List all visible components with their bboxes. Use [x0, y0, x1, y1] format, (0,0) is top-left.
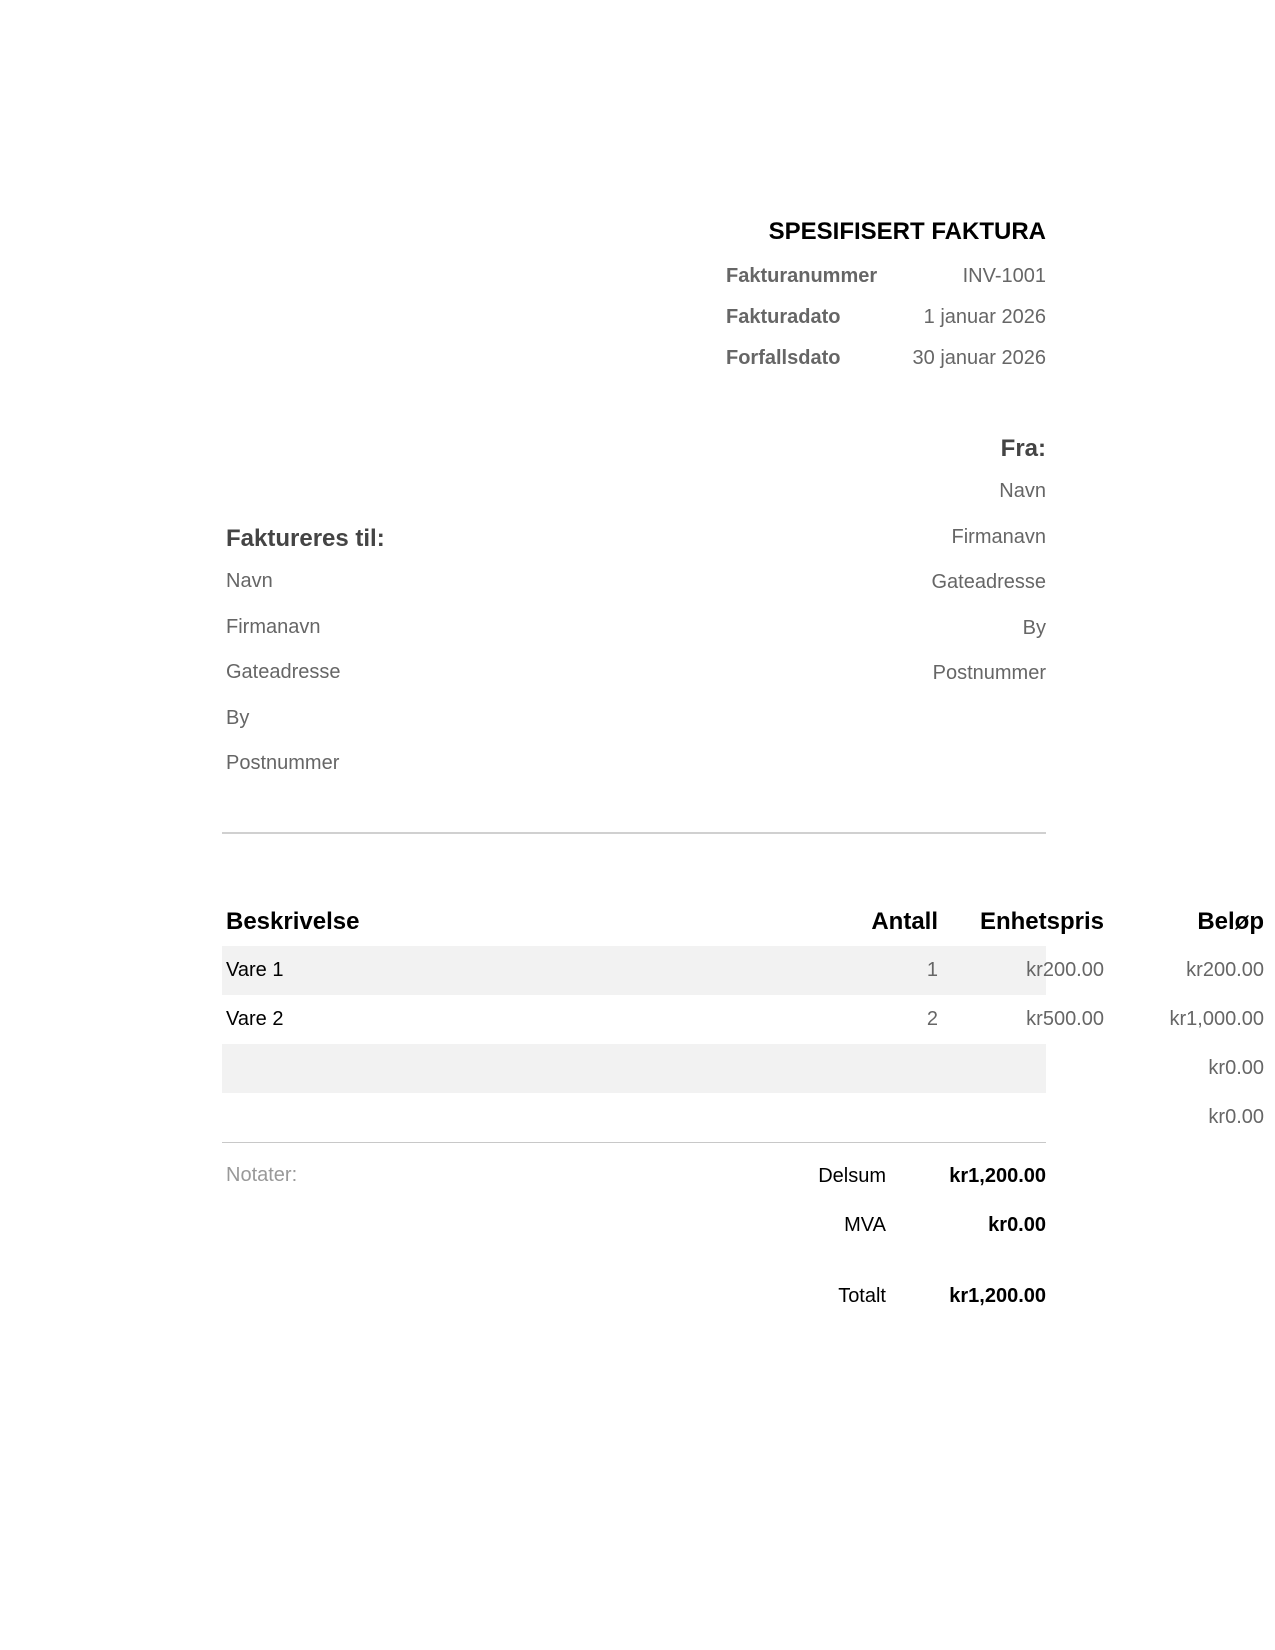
row-unit-price: kr500.00 [1026, 1008, 1104, 1030]
bill-to-heading: Faktureres til: [226, 525, 385, 552]
from-street: Gateadresse [931, 571, 1046, 593]
row-quantity: 1 [926, 959, 938, 981]
from-name: Navn [999, 480, 1046, 502]
column-header-unit-price: Enhetspris [979, 907, 1104, 935]
row-amount: kr0.00 [1208, 1106, 1264, 1128]
column-header-quantity: Antall [871, 907, 938, 935]
bill-to-company: Firmanavn [226, 615, 321, 638]
from-postal-code: Postnummer [932, 662, 1046, 684]
row-quantity: 2 [926, 1008, 938, 1030]
from-address [646, 435, 1046, 707]
grand-total-row [646, 1284, 1046, 1333]
meta-value: 1 januar 2026 [923, 306, 1046, 328]
column-header-amount: Beløp [1197, 907, 1264, 935]
meta-row-invoice-date [726, 305, 1046, 346]
row-unit-price: kr200.00 [1026, 959, 1104, 981]
invoice-title: SPESIFISERT FAKTURA [768, 218, 1046, 245]
totals-block [646, 1164, 1046, 1333]
table-row [222, 995, 1264, 1044]
items-table [222, 897, 1264, 1143]
notes-label: Notater: [226, 1164, 298, 1186]
section-divider [222, 832, 1046, 834]
subtotal-value: kr1,200.00 [949, 1165, 1046, 1187]
row-amount: kr0.00 [1208, 1057, 1264, 1079]
bill-to-name: Navn [226, 570, 273, 592]
grand-total-label: Totalt [838, 1285, 886, 1307]
tax-value: kr0.00 [988, 1214, 1046, 1236]
row-amount: kr200.00 [1186, 959, 1264, 981]
invoice-page [226, 0, 1264, 1650]
subtotal-label: Delsum [818, 1165, 886, 1187]
meta-label: Forfallsdato [726, 347, 841, 369]
table-row [222, 1093, 1264, 1142]
bill-to-street: Gateadresse [226, 661, 341, 683]
from-city: By [1022, 616, 1046, 639]
row-description: Vare 1 [226, 959, 284, 981]
column-header-description: Beskrivelse [226, 907, 360, 935]
bill-to-address [226, 525, 626, 797]
meta-row-due-date [726, 346, 1046, 387]
tax-label: MVA [844, 1214, 886, 1236]
table-row [222, 1044, 1264, 1093]
meta-label: Fakturadato [726, 306, 841, 328]
meta-value: 30 januar 2026 [912, 347, 1046, 369]
from-company: Firmanavn [951, 525, 1046, 548]
subtotal-row [646, 1164, 1046, 1213]
meta-label: Fakturanummer [726, 265, 878, 287]
row-amount: kr1,000.00 [1169, 1008, 1264, 1030]
row-description: Vare 2 [226, 1008, 284, 1030]
grand-total-value: kr1,200.00 [949, 1285, 1046, 1307]
table-body [222, 946, 1264, 1143]
meta-row-invoice-number [726, 264, 1046, 305]
table-row [222, 946, 1264, 995]
from-heading: Fra: [1000, 435, 1046, 462]
bill-to-postal-code: Postnummer [226, 752, 340, 774]
table-header [222, 897, 1264, 946]
tax-row [646, 1213, 1046, 1262]
meta-value: INV-1001 [962, 265, 1046, 287]
bill-to-city: By [226, 706, 250, 729]
invoice-meta [726, 264, 1046, 387]
